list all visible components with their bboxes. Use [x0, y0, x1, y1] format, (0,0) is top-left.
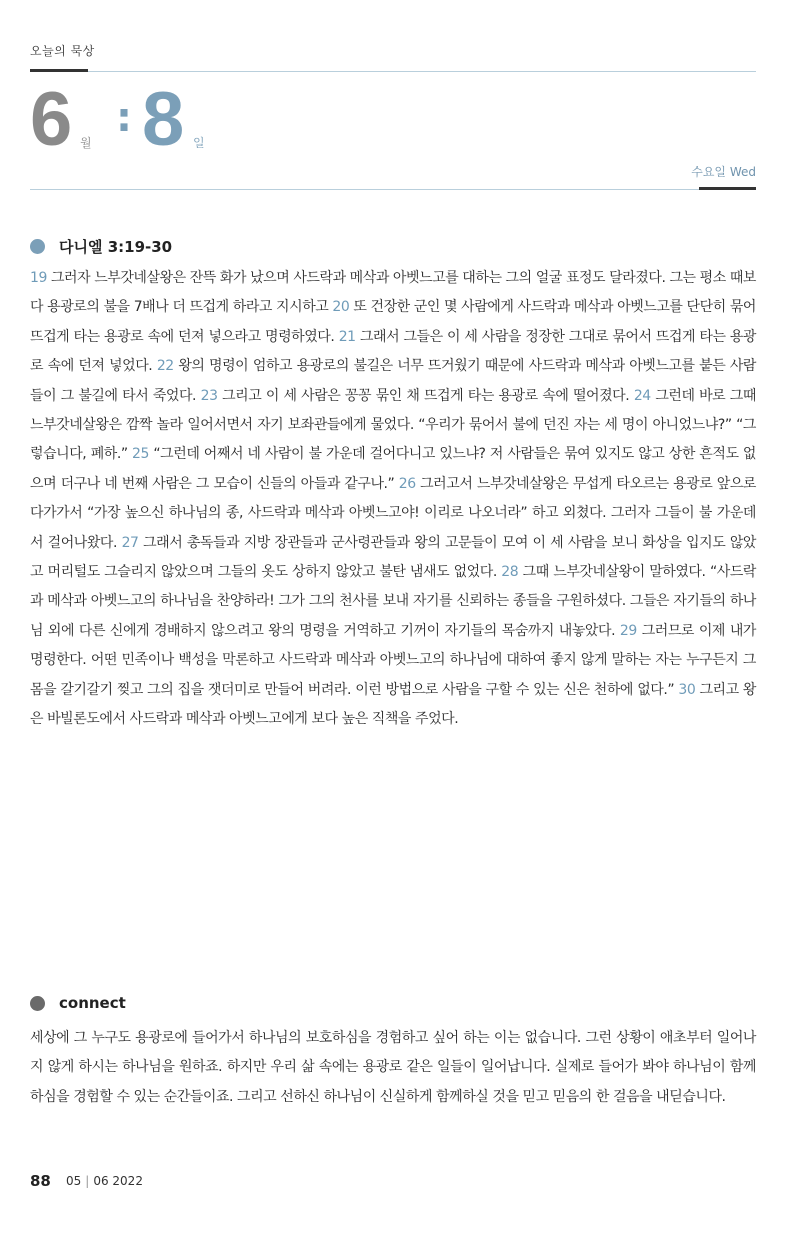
issue-date: 06 2022 [93, 1174, 143, 1188]
verse-text: 또 건장한 군인 몇 사람에게 사드락과 메삭과 아벳느고를 단단히 묶어 뜨겁게 타는 용광로 속에 던져 넣으라고 명령하였다. [30, 299, 756, 345]
weekday-underline [699, 187, 756, 190]
scripture-reference: 다니엘 3:19-30 [59, 238, 173, 256]
connect-heading [30, 994, 126, 1012]
date-month-unit: 월 [80, 136, 92, 150]
verse-number: 30 [678, 681, 696, 698]
verse-number: 24 [633, 387, 651, 404]
issue-info [66, 1174, 143, 1188]
issue-separator: | [85, 1174, 90, 1188]
scripture-text [30, 264, 756, 735]
verse-text: 그러고서 느부갓네살왕은 무섭게 타오르는 용광로 앞으로 다가가서 “가장 높으신 하나님의 종, 사드락과 메삭과 아벳느고야! 이리로 나오너라” 하고 외쳤다. 그러자 그들이 불 가운데서 걸어나왔다. [30, 475, 756, 551]
header-rule [88, 71, 756, 72]
verse-text: 그래서 그들은 이 세 사람을 정장한 그대로 묶어서 뜨겁게 타는 용광로 속에 던져 넣었다. [30, 328, 756, 375]
issue-month: 05 [66, 1174, 82, 1188]
scripture-heading [30, 236, 172, 257]
date-day: 8 [142, 77, 185, 162]
verse-text: 그리고 이 세 사람은 꽁꽁 묶인 채 뜨겁게 타는 용광로 속에 떨어졌다. [222, 387, 630, 404]
divider-rule [30, 189, 699, 190]
date-day-unit: 일 [193, 136, 205, 150]
verse-text: 그리고 왕은 바빌론도에서 사드락과 메삭과 아벳느고에게 보다 높은 직책을 주었다. [30, 681, 756, 728]
verse-number: 28 [501, 564, 519, 581]
verse-number: 19 [30, 270, 47, 286]
verse-text: “그런데 어째서 네 사람이 불 가운데 걸어다니고 있느냐? 저 사람들은 묶여 있지도 않고 상한 흔적도 없으며 더구나 네 번째 사람은 그 모습이 신들의 아들과 같구나.” [30, 446, 756, 492]
verse-number: 27 [121, 534, 139, 551]
page-number: 88 [30, 1172, 51, 1190]
verse-text: 그러자 느부갓네살왕은 잔뜩 화가 났으며 사드락과 메삭과 아벳느고를 대하는 그의 얼굴 표정도 달라졌다. 그는 평소 때보다 용광로의 불을 7배나 더 뜨겁게 하라고 지시하고 [30, 270, 756, 316]
verse-number: 22 [156, 358, 174, 375]
verse-text: 그러므로 이제 내가 명령한다. 어떤 민족이나 백성을 막론하고 사드락과 메삭과 아벳느고의 하나님에 대하여 좋지 않게 말하는 자는 누구든지 그 몸을 갈기갈기 찢고 그의 집을 잿더미로 만들어 버려라. 이런 방법으로 사람을 구할 수 있는 신은 천하에 없다.” [30, 622, 756, 698]
verse-number: 23 [200, 387, 218, 404]
header-label: 오늘의 묵상 [30, 44, 95, 58]
verse-number: 25 [132, 446, 149, 463]
verse-text: 그때 느부갓네살왕이 말하였다. “사드락과 메삭과 아벳느고의 하나님을 찬양하라! 그가 그의 천사를 보내 자기를 신뢰하는 종들을 구원하셨다. 그들은 자기들의 하나님 외에 다른 신에게 경배하지 않으려고 왕의 명령을 거역하고 기꺼이 자기들의 목숨까지 내놓았다. [30, 564, 756, 639]
verse-text: 그런데 바로 그때 느부갓네살왕은 깜짝 놀라 일어서면서 자기 보좌관들에게 물었다. “우리가 묶어서 불에 던진 자는 세 명이 아니었느냐?” “그렇습니다, 폐하.” [30, 387, 756, 463]
header-underline [30, 69, 88, 72]
verse-number: 26 [398, 475, 416, 492]
verse-number: 21 [338, 328, 356, 345]
verse-text: 왕의 명령이 엄하고 용광로의 불길은 너무 뜨거웠기 때문에 사드락과 메삭과 아벳느고를 붙든 사람들이 그 불길에 타서 죽었다. [30, 358, 756, 404]
date-month: 6 [30, 77, 73, 162]
verse-number: 29 [619, 622, 637, 639]
verse-number: 20 [332, 299, 350, 316]
bullet-dot-icon [30, 239, 45, 254]
bullet-dot-icon [30, 996, 45, 1011]
connect-title: connect [59, 994, 126, 1012]
date-colon: : [116, 95, 132, 141]
verse-text: 그래서 총독들과 지방 장관들과 군사령관들과 왕의 고문들이 모여 이 세 사람을 보니 화상을 입지도 않았고 머리털도 그슬리지 않았으며 그들의 옷도 상하지 않았고 불탄 냄새도 없었다. [30, 534, 756, 581]
weekday: 수요일 Wed [691, 165, 756, 179]
connect-text: 세상에 그 누구도 용광로에 들어가서 하나님의 보호하심을 경험하고 싶어 하는 이는 없습니다. 그런 상황이 애초부터 일어나지 않게 하시는 하나님을 원하죠. 하지만 우리 삶 속에는 용광로 같은 일들이 일어납니다. 실제로 들어가 봐야 하나님이 함께하심을 경험할 수 있는 순간들이죠. 그리고 선하신 하나님이 신실하게 함께하실 것을 믿고 믿음의 한 걸음을 내딛습니다. [30, 1030, 756, 1105]
